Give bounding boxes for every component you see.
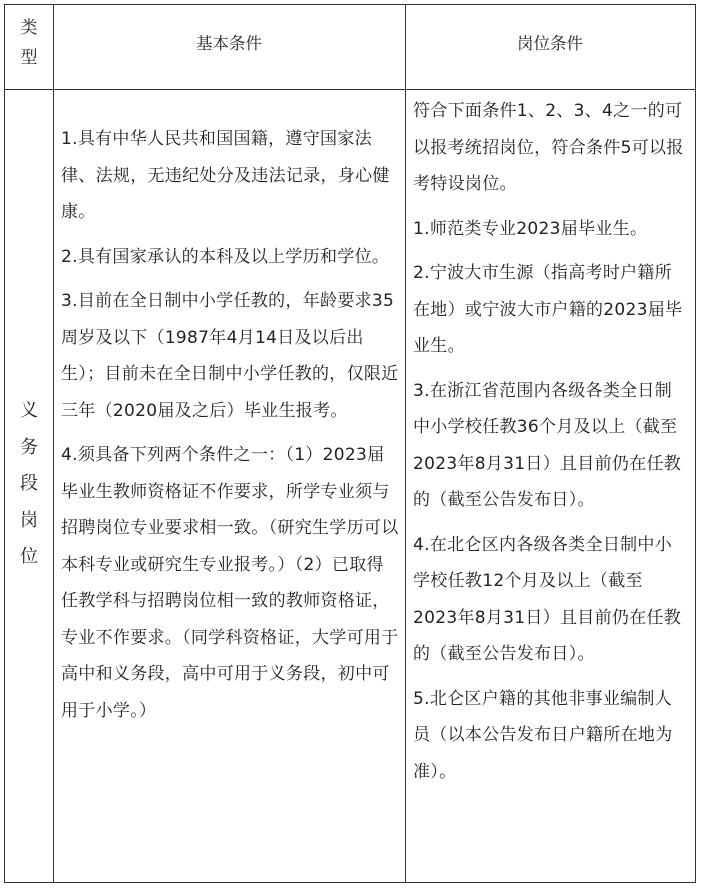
type-char: 务 (20, 436, 38, 458)
type-char: 岗 (20, 509, 38, 531)
column-divider (53, 5, 54, 882)
header-type-char: 类 (20, 18, 38, 38)
basic-condition-item: 2.具有国家承认的本科及以上学历和学位。 (61, 246, 390, 267)
header-type (5, 13, 53, 73)
basic-condition-item: 4.须具备下列两个条件之一：（1）2023届毕业生教师资格证不作要求，所学专业须与招聘岗位专业要求相一致。（研究生学历可以本科专业或研究生专业报考。）（2）已取得任教学科与招聘岗位相一致的教师资格证，专业不作要求。（同学科资格证，大学可用于高中和义务段，高中可用于义务段，初中可用于小学。） (61, 445, 399, 721)
position-condition-item: 5.北仑区户籍的其他非事业编制人员（以本公告发布日户籍所在地为准）。 (413, 688, 673, 782)
type-char: 义 (20, 400, 38, 421)
type-char: 位 (20, 546, 38, 567)
type-char: 段 (20, 473, 38, 494)
requirements-table (4, 4, 696, 883)
type-cell (5, 393, 53, 576)
basic-condition-item: 3.目前在全日制中小学任教的，年龄要求35周岁及以下（1987年4月14日及以后出生）；目前未在全日制中小学任教的，仅限近三年（2020届及之后）毕业生报考。 (61, 291, 399, 421)
position-condition-item: 1.师范类专业2023届毕业生。 (413, 218, 648, 239)
position-condition-item: 符合下面条件1、2、3、4之一的可以报考统招岗位，符合条件5可以报考特设岗位。 (413, 101, 684, 194)
column-divider (405, 5, 406, 882)
basic-condition-item: 1.具有中华人民共和国国籍，遵守国家法律、法规，无违纪处分及违法记录，身心健康。 (61, 129, 390, 222)
header-type-char: 型 (20, 48, 38, 68)
position-conditions-cell (413, 93, 685, 798)
position-condition-item: 3.在浙江省范围内各级各类全日制中小学校任教36个月及以上（截至2023年8月31日）且目前仍在任教的（截至公告发布日）。 (413, 380, 682, 510)
position-condition-item: 2.宁波大市生源（指高考时户籍所在地）或宁波大市户籍的2023届毕业生。 (413, 263, 683, 356)
header-basic-conditions: 基本条件 (196, 34, 262, 53)
basic-conditions-cell (61, 121, 401, 737)
position-condition-item: 4.在北仑区内各级各类全日制中小学校任教12个月及以上（截至2023年8月31日）且目前仍在任教的（截至公告发布日）。 (413, 534, 682, 664)
header-divider (5, 89, 695, 90)
header-position-conditions: 岗位条件 (517, 34, 583, 53)
